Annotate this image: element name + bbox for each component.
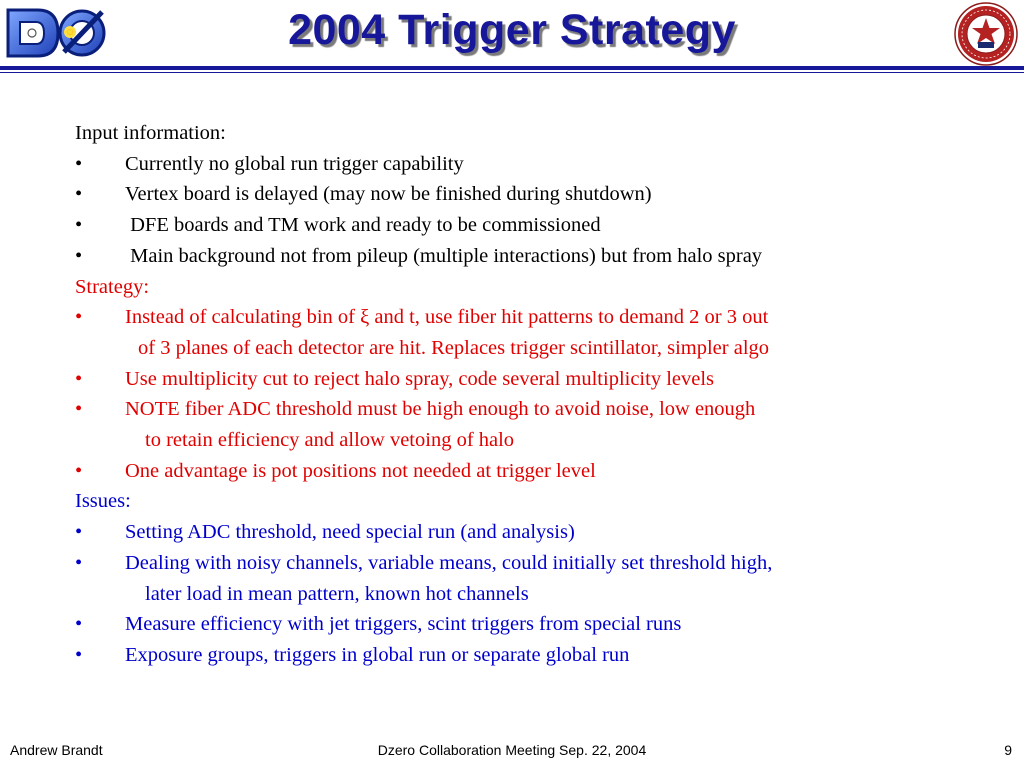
- bullet-item: [75, 210, 975, 241]
- bullet-text: Instead of calculating bin of ξ and t, use fiber hit patterns to demand 2 or 3 out: [125, 306, 769, 329]
- bullet-text: Setting ADC threshold, need special run (and analysis): [125, 521, 575, 544]
- bullet-item: [75, 149, 975, 180]
- header-rule-thin: [0, 72, 1024, 73]
- bullet-item: [75, 179, 975, 210]
- bullet-text: Measure efficiency with jet triggers, scint triggers from special runs: [125, 613, 682, 636]
- bullet-continuation: of 3 planes of each detector are hit. Replaces trigger scintillator, simpler algo: [138, 336, 770, 359]
- bullet-text: Exposure groups, triggers in global run or separate global run: [125, 643, 630, 666]
- bullet-icon: •: [75, 551, 83, 574]
- header-rule: [0, 66, 1024, 70]
- bullet-icon: •: [75, 643, 83, 666]
- bullet-text: Currently no global run trigger capability: [125, 152, 464, 175]
- bullet-item: [75, 609, 975, 640]
- bullet-item: [75, 241, 975, 272]
- slide-body: [75, 118, 975, 671]
- slide-header: [0, 0, 1024, 80]
- bullet-item: [75, 364, 975, 395]
- section-heading: Issues:: [75, 490, 131, 513]
- bullet-text: One advantage is pot positions not needed at trigger level: [125, 459, 596, 482]
- bullet-text: NOTE fiber ADC threshold must be high enough to avoid noise, low enough: [125, 398, 756, 421]
- bullet-item: [75, 456, 975, 487]
- bullet-icon: •: [75, 459, 83, 482]
- bullet-item: [75, 517, 975, 548]
- bullet-continuation: later load in mean pattern, known hot channels: [145, 582, 529, 605]
- footer-event: Dzero Collaboration Meeting Sep. 22, 2004: [377, 742, 647, 758]
- footer-author: Andrew Brandt: [10, 742, 103, 758]
- bullet-icon: •: [75, 214, 83, 237]
- bullet-item: [75, 302, 975, 333]
- bullet-icon: •: [75, 521, 83, 544]
- bullet-icon: •: [75, 183, 83, 206]
- section-heading: Strategy:: [75, 275, 150, 298]
- section-heading: Input information:: [75, 122, 226, 144]
- bullet-icon: •: [75, 398, 83, 421]
- bullet-item: [75, 548, 975, 579]
- bullet-icon: •: [75, 152, 83, 175]
- bullet-text: Vertex board is delayed (may now be finished during shutdown): [125, 183, 652, 206]
- bullet-icon: •: [75, 306, 83, 329]
- slide-title: 2004 Trigger Strategy: [288, 6, 736, 54]
- bullet-text: DFE boards and TM work and ready to be commissioned: [125, 214, 601, 237]
- bullet-icon: •: [75, 367, 83, 390]
- bullet-item: [75, 640, 975, 671]
- bullet-continuation: to retain efficiency and allow vetoing of halo: [145, 429, 515, 452]
- page-number: 9: [1004, 742, 1012, 758]
- bullet-item: [75, 394, 975, 425]
- bullet-text: Use multiplicity cut to reject halo spray, code several multiplicity levels: [125, 367, 715, 390]
- bullet-icon: •: [75, 244, 83, 267]
- bullet-icon: •: [75, 613, 83, 636]
- bullet-text: Main background not from pileup (multiple interactions) but from halo spray: [125, 244, 763, 267]
- bullet-text: Dealing with noisy channels, variable means, could initially set threshold high,: [125, 551, 773, 574]
- university-seal-icon: [954, 2, 1018, 66]
